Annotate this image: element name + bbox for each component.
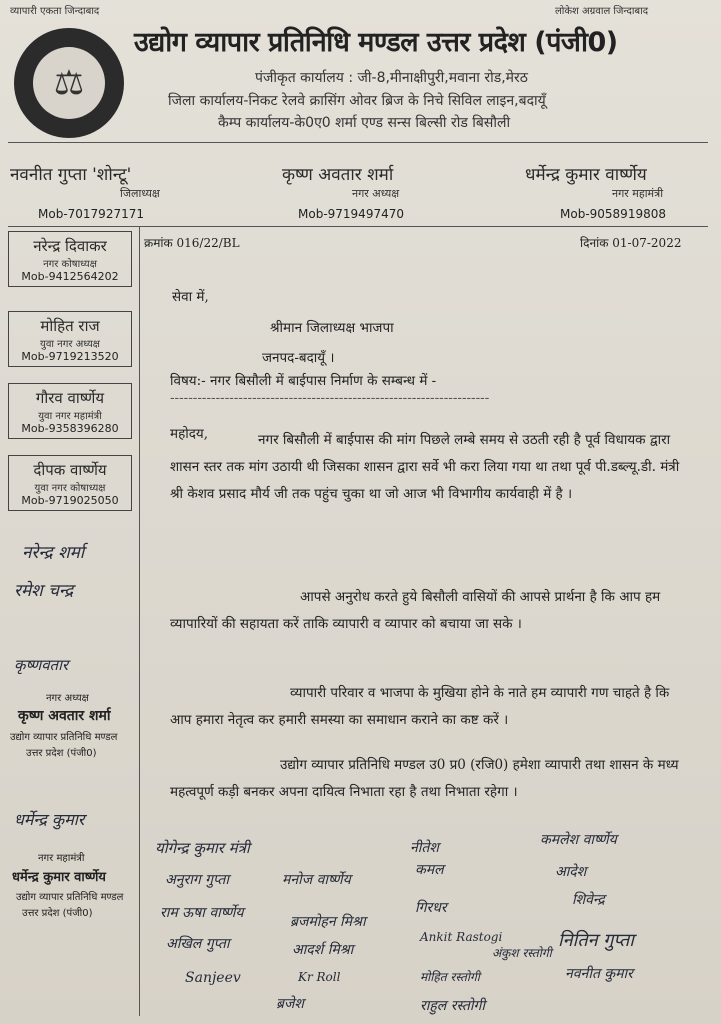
officer-3-name: धर्मेन्द्र कुमार वार्ष्णेय (525, 165, 647, 185)
registered-office: पंजीकृत कार्यालय : जी-8,मीनाक्षीपुरी,मवाना रोड,मेरठ (255, 70, 528, 86)
body-paragraph-4: उद्योग व्यापार प्रतिनिधि मण्डल उ0 प्र0 (रजि0) हमेशा व्यापारी तथा शासन के मध्य महत्वपूर्ण कड़ी बनकर अपना दायित्व निभाता रहा है तथा निभाता रहेगा । (170, 757, 679, 800)
side-member-role: नगर कोषाध्यक्ष (43, 259, 97, 270)
member-signature: ब्रजेश (276, 996, 304, 1012)
side-member-box (8, 455, 132, 511)
member-signature: Sanjeev (185, 970, 241, 986)
body-paragraph-2: आपसे अनुरोध करते हुये बिसौली वासियों की आपसे प्रार्थना है कि आप हम व्यापारियों की सहायता करें ताकि व्यापारी व व्यापार को बचाया जा सके । (170, 589, 661, 632)
officer-3-mobile: Mob-9058919808 (560, 207, 666, 221)
stamp-role: नगर महामंत्री (38, 853, 85, 864)
member-signature: अखिल गुप्ता (166, 936, 230, 952)
member-signature: मनोज वार्ष्णेय (282, 872, 351, 888)
member-signature: कमलेश वार्ष्णेय (540, 832, 617, 848)
member-signature: राम ऊषा वार्ष्णेय (160, 905, 244, 921)
handwritten-margin-note: नरेन्द्र शर्मा (22, 543, 85, 563)
district-office: जिला कार्यालय-निकट रेलवे क्रासिंग ओवर ब्रिज के निचे सिविल लाइन,बदायूँ (168, 93, 546, 109)
member-signature: गिरधर (415, 900, 447, 916)
member-signature: नितिन गुप्ता (558, 930, 634, 951)
stamp-org: उद्योग व्यापार प्रतिनिधि मण्डल (10, 732, 118, 743)
side-member-name: दीपक वार्ष्णेय (33, 461, 107, 479)
member-signature: अनुराग गुप्ता (165, 872, 229, 888)
side-member-role: युवा नगर अध्यक्ष (40, 339, 100, 350)
top-left-slogan: व्यापारी एकता जिन्दाबाद (10, 6, 100, 17)
stamp-org: उद्योग व्यापार प्रतिनिधि मण्डल (16, 892, 124, 903)
member-signature: राहुल रस्तोगी (420, 998, 486, 1014)
member-signature: आदर्श मिश्रा (292, 942, 354, 958)
letter-subject: विषय:- नगर बिसौली में बाईपास निर्माण के सम्बन्ध में - (170, 373, 437, 389)
handwritten-margin-note: धर्मेन्द्र कुमार (14, 810, 85, 829)
addressee-district: जनपद-बदायूँ । (262, 350, 335, 366)
officer-3-role: नगर महामंत्री (612, 187, 664, 200)
member-signature: ब्रजमोहन मिश्रा (290, 914, 366, 930)
scales-icon: ⚖ (33, 47, 105, 119)
side-member-box (8, 231, 132, 287)
body-paragraph-3: व्यापारी परिवार व भाजपा के मुखिया होने के नाते हम व्यापारी गण चाहते है कि आप हमारा नेतृत्व कर हमारी समस्या का समाधान कराने का कष्ट करें । (170, 685, 670, 728)
member-signature: मोहित रस्तोगी (420, 970, 480, 984)
organization-title: उद्योग व्यापार प्रतिनिधि मण्डल उत्तर प्रदेश (पंजी0) (134, 27, 618, 58)
side-member-mobile: Mob-9719025050 (21, 494, 119, 507)
officer-1-name: नवनीत गुप्ता 'शोन्टू' (10, 165, 132, 185)
member-signature: Kr Roll (298, 970, 341, 984)
side-member-box (8, 311, 132, 367)
member-signature: नवनीत कुमार (565, 966, 633, 982)
officer-2-role: नगर अध्यक्ष (352, 187, 400, 200)
side-member-mobile: Mob-9358396280 (21, 422, 119, 435)
officer-2-name: कृष्ण अवतार शर्मा (282, 165, 394, 185)
side-member-role: युवा नगर कोषाध्यक्ष (34, 483, 106, 494)
member-signature: नीतेश (410, 840, 439, 856)
addressee: श्रीमान जिलाध्यक्ष भाजपा (270, 320, 394, 336)
stamp-name: धर्मेन्द्र कुमार वार्ष्णेय (12, 870, 106, 885)
top-right-slogan: लोकेश अग्रवाल जिन्दाबाद (555, 6, 649, 17)
greeting: महोदय, (170, 426, 209, 442)
header-divider (8, 142, 708, 143)
margin-line (139, 226, 140, 1016)
officer-1-role: जिलाध्यक्ष (120, 187, 160, 200)
member-signature: Ankit Rastogi (420, 930, 503, 944)
camp-office: कैम्प कार्यालय-के0ए0 शर्मा एण्ड सन्स बिल्सी रोड बिसौली (218, 115, 511, 131)
officers-divider (8, 226, 708, 227)
member-signature: शिवेन्द्र (572, 892, 605, 908)
officer-1-mobile: Mob-7017927171 (38, 207, 144, 221)
side-member-mobile: Mob-9719213520 (21, 350, 119, 363)
side-member-role: युवा नगर महामंत्री (38, 411, 102, 422)
stamp-state: उत्तर प्रदेश (पंजी0) (26, 748, 97, 759)
stamp-name: कृष्ण अवतार शर्मा (18, 708, 111, 724)
handwritten-margin-note: कृष्णवतार (14, 656, 69, 674)
handwritten-margin-note: रमेश चन्द्र (14, 581, 74, 601)
body-paragraph-1: नगर बिसौली में बाईपास की मांग पिछले लम्बे समय से उठती रही है पूर्व विधायक द्वारा शासन स्तर तक मांग उठायी थी जिसका शासन द्वारा सर्वे भी करा लिया गया था तथा पूर्व पी.डब्ल्यू.डी. मंत्री श्री केशव प्रसाद मौर्य जी तक पहुंच चुका था जो आज भी विभागीय कार्यवाही में है । (170, 432, 680, 502)
officer-2-mobile: Mob-9719497470 (298, 207, 404, 221)
stamp-state: उत्तर प्रदेश (पंजी0) (22, 908, 93, 919)
dashed-rule: ---------------------------------------------------------------------- (170, 390, 490, 406)
letter-date: दिनांक 01-07-2022 (580, 236, 682, 250)
side-member-name: नरेन्द्र दिवाकर (33, 237, 107, 255)
association-logo (14, 28, 124, 138)
side-member-mobile: Mob-9412564202 (21, 270, 119, 283)
salutation-to: सेवा में, (172, 289, 209, 305)
member-signature: आदेश (555, 864, 587, 880)
reference-number: क्रमांक 016/22/BL (144, 236, 240, 250)
member-signature: योगेन्द्र कुमार मंत्री (155, 839, 250, 857)
side-member-name: गौरव वार्ष्णेय (35, 389, 105, 407)
side-member-name: मोहित राज (40, 317, 100, 335)
member-signature: अंकुश रस्तोगी (492, 946, 552, 960)
side-member-box (8, 383, 132, 439)
member-signature: कमल (415, 862, 444, 878)
stamp-role: नगर अध्यक्ष (46, 693, 89, 704)
